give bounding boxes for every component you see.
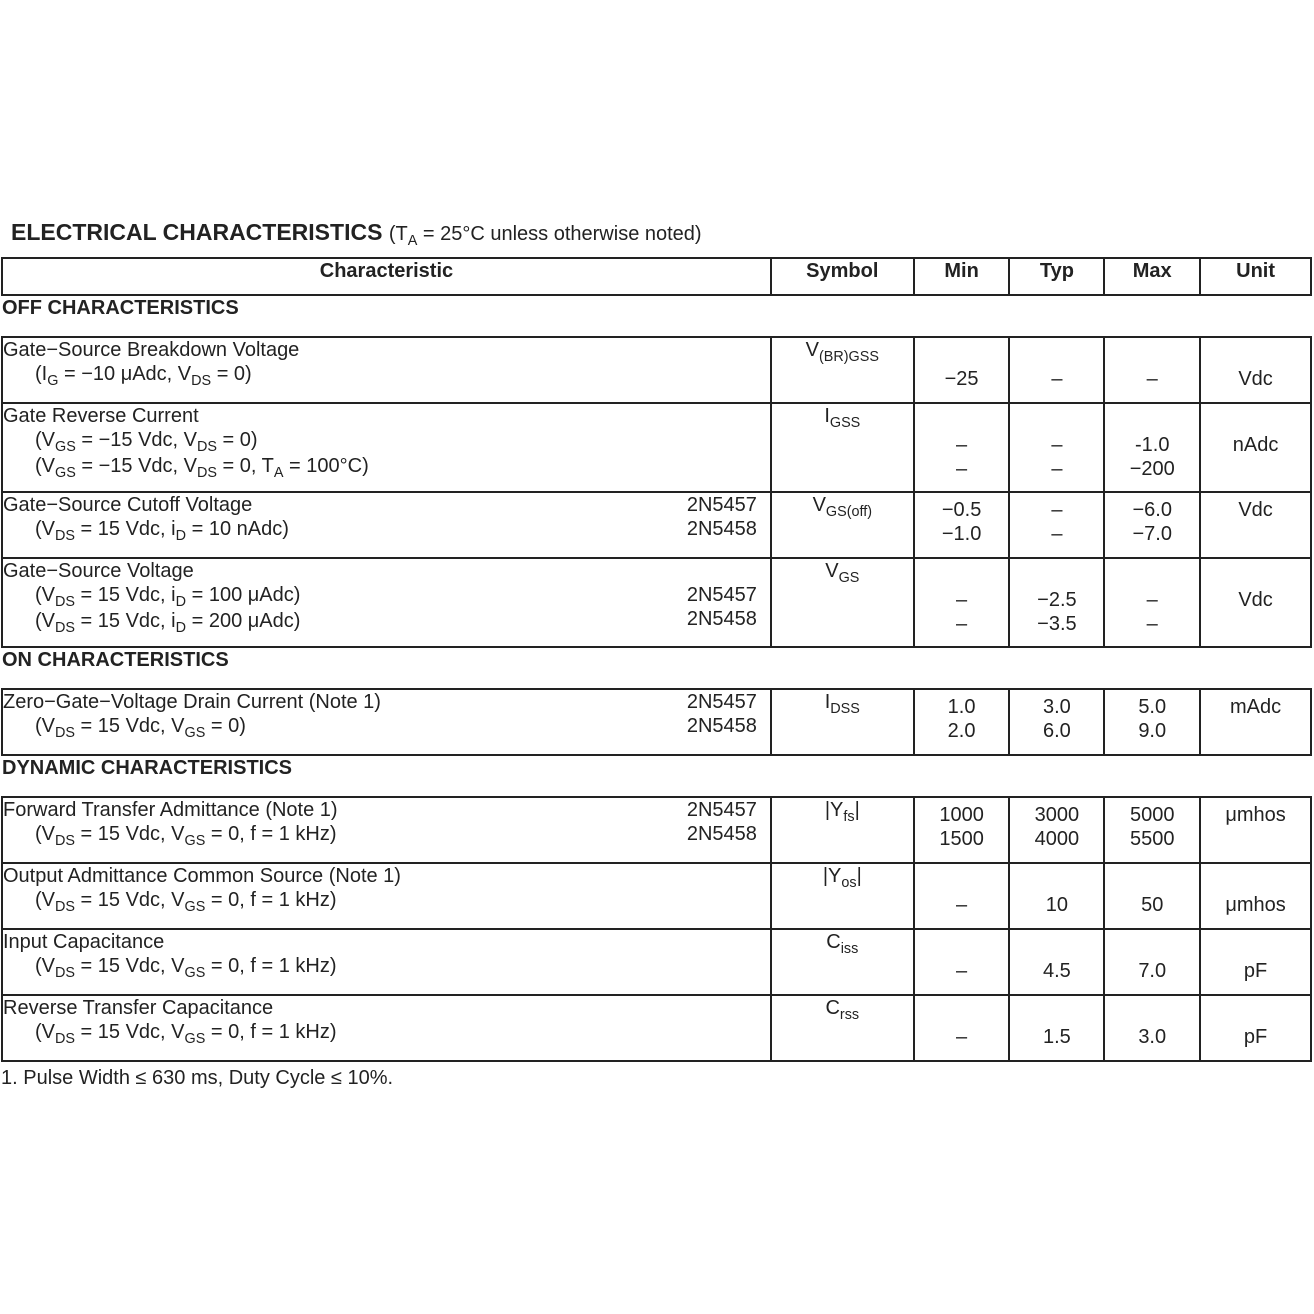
typ-cell: – – xyxy=(1009,492,1104,558)
header-symbol: Symbol xyxy=(771,258,914,295)
test-condition: ($V_{DS} = 15$ Vdc, $i_D = 200$ μAdc) xyxy=(35,610,301,636)
typ-cell: 1.5 xyxy=(1009,995,1104,1061)
max-cell: −6.0 −7.0 xyxy=(1104,492,1200,558)
typ-cell: 4.5 xyxy=(1009,929,1104,995)
characteristic-cell: Gate−Source Breakdown Voltage ($I_G = -10$ μAdc, $V_{DS} = 0$) xyxy=(2,337,771,403)
typ-cell: – – xyxy=(1009,403,1104,492)
test-condition: ($V_{DS} = 15$ Vdc, $V_{GS} = 0$, f = 1 kHz) xyxy=(35,889,337,915)
test-condition: ($V_{GS} = -15$ Vdc, $V_{DS} = 0$, $T_A = 100^\circ C$) xyxy=(35,455,369,481)
test-condition: ($V_{DS} = 15$ Vdc, $V_{GS} = 0$, f = 1 kHz) xyxy=(35,823,337,849)
characteristic-cell: Reverse Transfer Capacitance ($V_{DS} = 15$ Vdc, $V_{GS} = 0$, f = 1 kHz) xyxy=(2,995,771,1061)
characteristic-cell: Zero−Gate−Voltage Drain Current (Note 1) ($V_{DS} = 15$ Vdc, $V_{GS} = 0$) 2N5457 2N5458 xyxy=(2,689,771,755)
device-list: 2N5457 2N5458 xyxy=(686,799,757,845)
symbol-cell: $C_{rss}$ xyxy=(771,995,914,1061)
table-title: ELECTRICAL CHARACTERISTICS ($T_A = 25^\circ C$ unless otherwise noted) xyxy=(11,219,702,249)
table-row-output-admittance xyxy=(2,863,1311,929)
unit-cell: pF xyxy=(1200,929,1311,995)
header-max: Max xyxy=(1104,258,1200,295)
header-min: Min xyxy=(914,258,1010,295)
symbol-cell: $I_{DSS}$ xyxy=(771,689,914,755)
header-unit: Unit xyxy=(1200,258,1311,295)
table-row-gate-reverse-current xyxy=(2,403,1311,492)
max-cell: – – xyxy=(1104,558,1200,647)
typ-cell: 10 xyxy=(1009,863,1104,929)
unit-cell: μmhos xyxy=(1200,797,1311,863)
max-cell: – xyxy=(1104,337,1200,403)
min-cell: 1000 1500 xyxy=(914,797,1010,863)
unit-cell: mAdc xyxy=(1200,689,1311,755)
max-cell: 5000 5500 xyxy=(1104,797,1200,863)
unit-cell: pF xyxy=(1200,995,1311,1061)
min-cell: −0.5 −1.0 xyxy=(914,492,1010,558)
typ-cell: −2.5 −3.5 xyxy=(1009,558,1104,647)
typ-cell: – xyxy=(1009,337,1104,403)
min-cell: – – xyxy=(914,403,1010,492)
max-cell: 50 xyxy=(1104,863,1200,929)
section-dynamic-heading: DYNAMIC CHARACTERISTICS xyxy=(2,757,292,779)
characteristic-cell: Gate Reverse Current ($V_{GS} = -15$ Vdc, $V_{DS} = 0$) ($V_{GS} = -15$ Vdc, $V_{DS} = 0$, $T_A = 100^\circ C$) xyxy=(2,403,771,492)
max-cell: -1.0 −200 xyxy=(1104,403,1200,492)
typ-cell: 3.0 6.0 xyxy=(1009,689,1104,755)
section-on-heading: ON CHARACTERISTICS xyxy=(2,649,229,671)
test-condition: ($V_{DS} = 15$ Vdc, $i_D = 10$ nAdc) xyxy=(35,518,289,544)
characteristic-cell: Forward Transfer Admittance (Note 1) ($V_{DS} = 15$ Vdc, $V_{GS} = 0$, f = 1 kHz) 2N5457 2N5458 xyxy=(2,797,771,863)
min-cell: 1.0 2.0 xyxy=(914,689,1010,755)
table-row-reverse-capacitance xyxy=(2,995,1311,1061)
characteristic-cell: Input Capacitance ($V_{DS} = 15$ Vdc, $V_{GS} = 0$, f = 1 kHz) xyxy=(2,929,771,995)
test-condition: ($V_{DS} = 15$ Vdc, $V_{GS} = 0$, f = 1 kHz) xyxy=(35,955,337,981)
max-cell: 7.0 xyxy=(1104,929,1200,995)
device-list: 2N5457 2N5458 xyxy=(686,494,757,540)
symbol-cell: $C_{iss}$ xyxy=(771,929,914,995)
unit-cell: nAdc xyxy=(1200,403,1311,492)
device-list: 2N5457 2N5458 xyxy=(686,691,757,737)
min-cell: – xyxy=(914,929,1010,995)
test-condition: ($I_G = -10$ μAdc, $V_{DS} = 0$) xyxy=(35,363,252,389)
test-condition: ($V_{DS} = 15$ Vdc, $V_{GS} = 0$, f = 1 kHz) xyxy=(35,1021,337,1047)
header-characteristic: Characteristic xyxy=(2,258,771,295)
test-condition: ($V_{GS} = -15$ Vdc, $V_{DS} = 0$) xyxy=(35,429,258,455)
characteristic-cell: Gate−Source Cutoff Voltage ($V_{DS} = 15$ Vdc, $i_D = 10$ nAdc) 2N5457 2N5458 xyxy=(2,492,771,558)
header-row xyxy=(2,258,1311,295)
max-cell: 5.0 9.0 xyxy=(1104,689,1200,755)
table-row-gate-source-voltage xyxy=(2,558,1311,647)
symbol-cell: $I_{GSS}$ xyxy=(771,403,914,492)
symbol-cell: $V_{(BR)GSS}$ xyxy=(771,337,914,403)
device-list: 2N5457 2N5458 xyxy=(686,584,757,630)
min-cell: – – xyxy=(914,558,1010,647)
min-cell: – xyxy=(914,863,1010,929)
test-condition: ($V_{DS} = 15$ Vdc, $i_D = 100$ μAdc) xyxy=(35,584,301,610)
footnote: 1. Pulse Width ≤ 630 ms, Duty Cycle ≤ 10%. xyxy=(1,1067,394,1089)
symbol-cell: $|Y_{fs}|$ xyxy=(771,797,914,863)
min-cell: −25 xyxy=(914,337,1010,403)
unit-cell: Vdc xyxy=(1200,558,1311,647)
header-typ: Typ xyxy=(1009,258,1104,295)
max-cell: 3.0 xyxy=(1104,995,1200,1061)
characteristic-cell: Output Admittance Common Source (Note 1) ($V_{DS} = 15$ Vdc, $V_{GS} = 0$, f = 1 kHz) xyxy=(2,863,771,929)
table-row-breakdown-voltage xyxy=(2,337,1311,403)
symbol-cell: $V_{GS}$ xyxy=(771,558,914,647)
unit-cell: μmhos xyxy=(1200,863,1311,929)
typ-cell: 3000 4000 xyxy=(1009,797,1104,863)
table-row-forward-admittance xyxy=(2,797,1311,863)
table-row-drain-current xyxy=(2,689,1311,755)
electrical-characteristics-table xyxy=(1,257,1312,1062)
unit-cell: Vdc xyxy=(1200,337,1311,403)
symbol-cell: $|Y_{os}|$ xyxy=(771,863,914,929)
unit-cell: Vdc xyxy=(1200,492,1311,558)
min-cell: – xyxy=(914,995,1010,1061)
symbol-cell: $V_{GS(off)}$ xyxy=(771,492,914,558)
section-off-heading: OFF CHARACTERISTICS xyxy=(2,297,239,319)
characteristic-cell: Gate−Source Voltage ($V_{DS} = 15$ Vdc, $i_D = 100$ μAdc) ($V_{DS} = 15$ Vdc, $i_D = 200$ μAdc) 2N5457 2N5458 xyxy=(2,558,771,647)
table-row-cutoff-voltage xyxy=(2,492,1311,558)
test-condition: ($V_{DS} = 15$ Vdc, $V_{GS} = 0$) xyxy=(35,715,246,741)
table-row-input-capacitance xyxy=(2,929,1311,995)
